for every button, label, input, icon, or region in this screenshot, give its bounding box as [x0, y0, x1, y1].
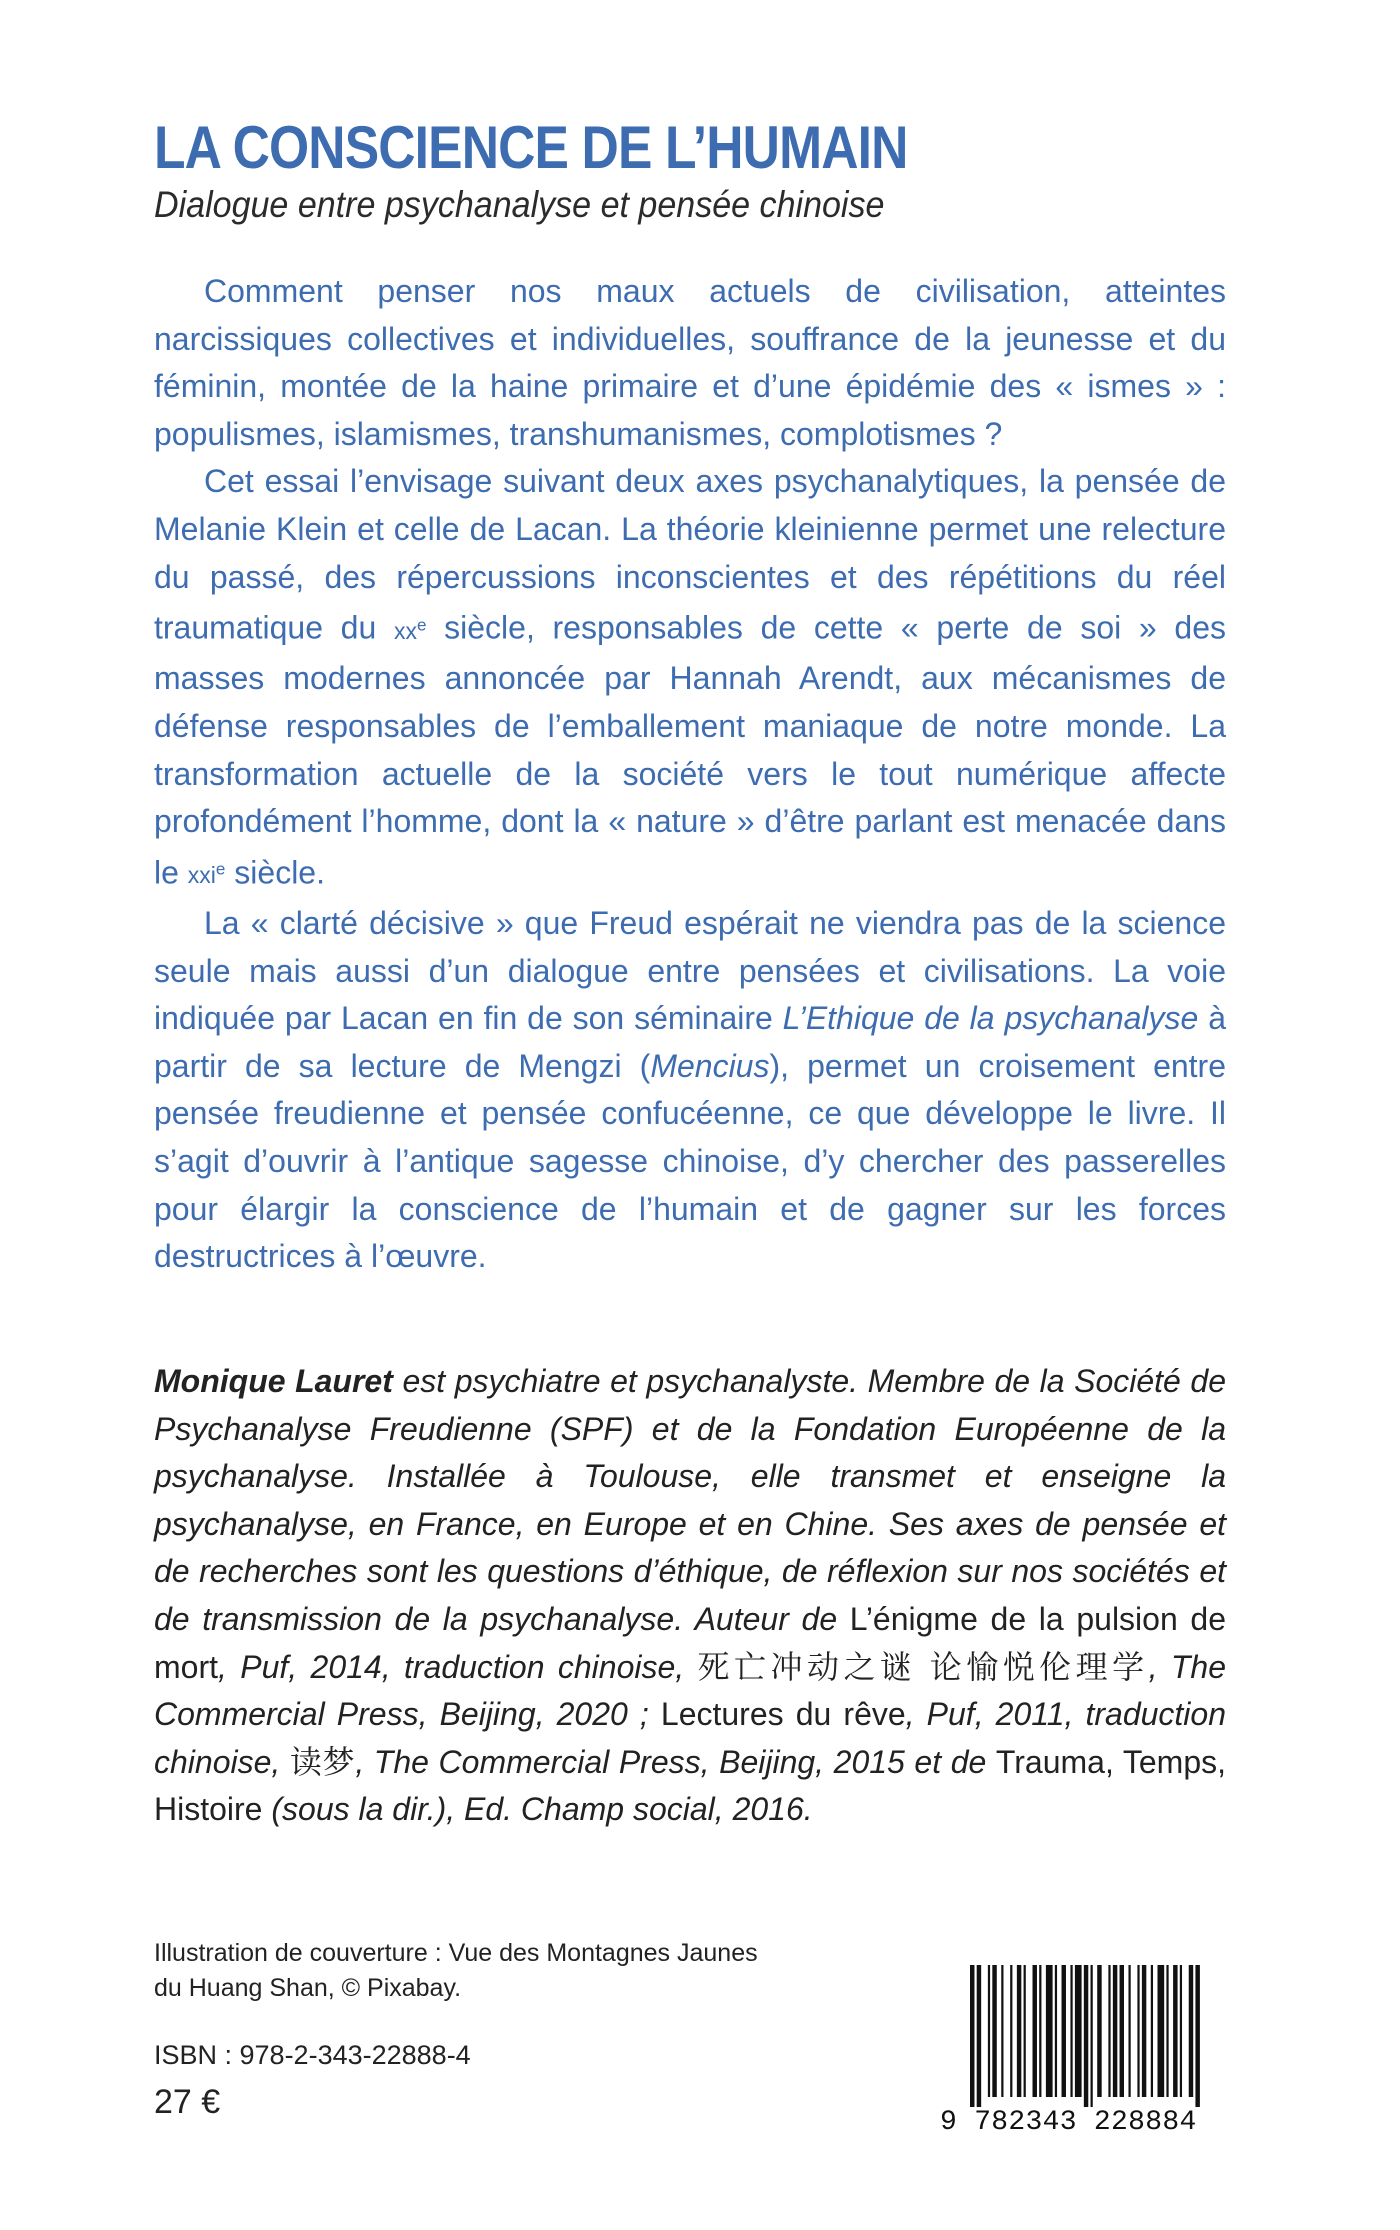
blurb-p2-text-a: Cet essai l’envisage suivant deux axes psychanalytiques, la pensée de Melanie Klein et celle de Lacan. La théorie kleinienne permet une relecture du passé, des répercussions inconscientes et des répétitions du réel traumatique du [154, 463, 1226, 646]
book-title: LA CONSCIENCE DE L’HUMAIN [154, 114, 908, 181]
barcode-bar [970, 1965, 974, 2107]
barcode-bar [1108, 1965, 1110, 2097]
blurb-p3-text-c: ), permet un croisement entre pensée freudienne et pensée confucéenne, ce que développe le livre. Il s’agit d’ouvrir à l’antique sagesse chinoise, d’y chercher des passerelles pour élargir la conscience de l’humain et de gagner sur les forces destructrices à l’œuvre. [154, 1047, 1227, 1275]
book-title-enigme-chinese: 死亡冲动之谜 论愉悦伦理学 [697, 1648, 1149, 1685]
blurb-paragraph-3 [154, 900, 1226, 1281]
barcode-bar [1084, 1965, 1088, 2107]
barcode-bar [1046, 1965, 1053, 2097]
blurb-p2-text-b: siècle, responsables de cette « perte de soi » des masses modernes annoncée par Hannah Arendt, aux mécanismes de défense responsables de l’emballement maniaque de notre monde. La transformation actuelle de la société vers le tout numérique affecte profondément l’homme, dont la « nature » d’être parlant est menacée dans le [154, 609, 1227, 891]
barcode-bar [1142, 1965, 1146, 2097]
barcode-bar [1097, 1965, 1101, 2097]
price: 27 € [154, 2083, 221, 2121]
book-title-lectures: Lectures du rêve [660, 1696, 906, 1733]
barcode-bar [1128, 1965, 1130, 2097]
work-title-ethique: L’Ethique de la psychanalyse [782, 1000, 1199, 1037]
barcode-bar [1039, 1965, 1041, 2097]
blurb-p3-text-a: La « clarté décisive » que Freud espérait ne viendra pas de la science seule mais aussi d’un dialogue entre pensées et civilisations. La voie indiquée par Lacan en fin de son séminaire [154, 905, 1226, 1037]
blurb-p2-text-c: siècle. [225, 854, 325, 891]
barcode-bar [1091, 1965, 1093, 2107]
barcode-bar [1017, 1965, 1021, 2097]
barcode-bar [1024, 1965, 1026, 2097]
work-title-mencius: Mencius [650, 1047, 770, 1084]
barcode-bar [1075, 1965, 1082, 2097]
barcode-bar [1180, 1965, 1182, 2097]
barcode-bar [1010, 1965, 1012, 2097]
barcode-bar [1189, 1965, 1193, 2097]
barcode-bar [1166, 1965, 1168, 2097]
barcode-bar [1055, 1965, 1057, 2097]
barcode-bar [1062, 1965, 1066, 2097]
illustration-credit: Illustration de couverture : Vue des Montagnes Jaunes du Huang Shan, © Pixabay. [154, 1939, 758, 2002]
isbn: ISBN : 978-2-343-22888-4 [154, 2040, 471, 2070]
author-bio: Monique Lauret est psychiatre et psychanalyste. Membre de la Société de Psychanalyse Freudienne (SPF) et de la Fondation Européenne de la psychanalyse. Installée à Toulouse, elle transmet et enseigne la psychanalyse, en France, en Europe et en Chine. Ses axes de pensée et de recherches sont les questions d’éthique, de réflexion sur nos sociétés et de transmission de la psychanalyse. Auteur de L’énigme de la pulsion de mort, Puf, 2014, traduction chinoise, 死亡冲动之谜 论愉悦伦理学, The Commercial Press, Beijing, 2020 ; Lectures du rêve, Puf, 2011, traduction chinoise, 读梦, The Commercial Press, Beijing, 2015 et de Trauma, Temps, Histoire (sous la dir.), Ed. Champ social, 2016. [154, 1363, 1227, 1828]
blurb-paragraph-2 [154, 458, 1226, 900]
blurb [154, 268, 1226, 1281]
barcode-bar [1070, 1965, 1072, 2097]
book-title-trauma: Trauma, Temps, Histoire [154, 1743, 1226, 1828]
barcode-bar [1137, 1965, 1139, 2097]
barcode-bar [1001, 1965, 1003, 2097]
book-subtitle: Dialogue entre psychanalyse et pensée chinoise [154, 184, 885, 225]
century-21: xxi$^e$ [187, 859, 226, 889]
blurb-paragraph-1: Comment penser nos maux actuels de civilisation, atteintes narcissiques collectives et individuelles, souffrance de la jeunesse et du féminin, montée de la haine primaire et d’une épidémie des « ismes » : populismes, islamismes, transhumanismes, complotismes ? [154, 273, 1226, 452]
author-name: Monique Lauret [154, 1363, 393, 1399]
barcode-bar [988, 1965, 990, 2097]
barcode-bar [977, 1965, 981, 2107]
book-title-enigme: L’énigme de la pulsion de mort [154, 1600, 1227, 1685]
barcode-digits: 9 782343 228884 [940, 2107, 1197, 2138]
barcode-bars [940, 1965, 1232, 2107]
barcode-bar [1033, 1965, 1037, 2097]
barcode-bar [1120, 1965, 1124, 2097]
barcode-bar [1173, 1965, 1177, 2097]
barcode-bar [1157, 1965, 1164, 2097]
century-20: $xx^e$ [393, 615, 427, 644]
blurb-p3-text-b: à partir de sa lecture de Mengzi ( [154, 1000, 1227, 1084]
barcode-bar [992, 1965, 996, 2097]
book-title-lectures-chinese: 读梦 [289, 1743, 356, 1780]
barcode-bar [1195, 1965, 1199, 2107]
barcode-bar [1113, 1965, 1117, 2097]
barcode [940, 1965, 1232, 2145]
barcode-bar [1151, 1965, 1153, 2097]
